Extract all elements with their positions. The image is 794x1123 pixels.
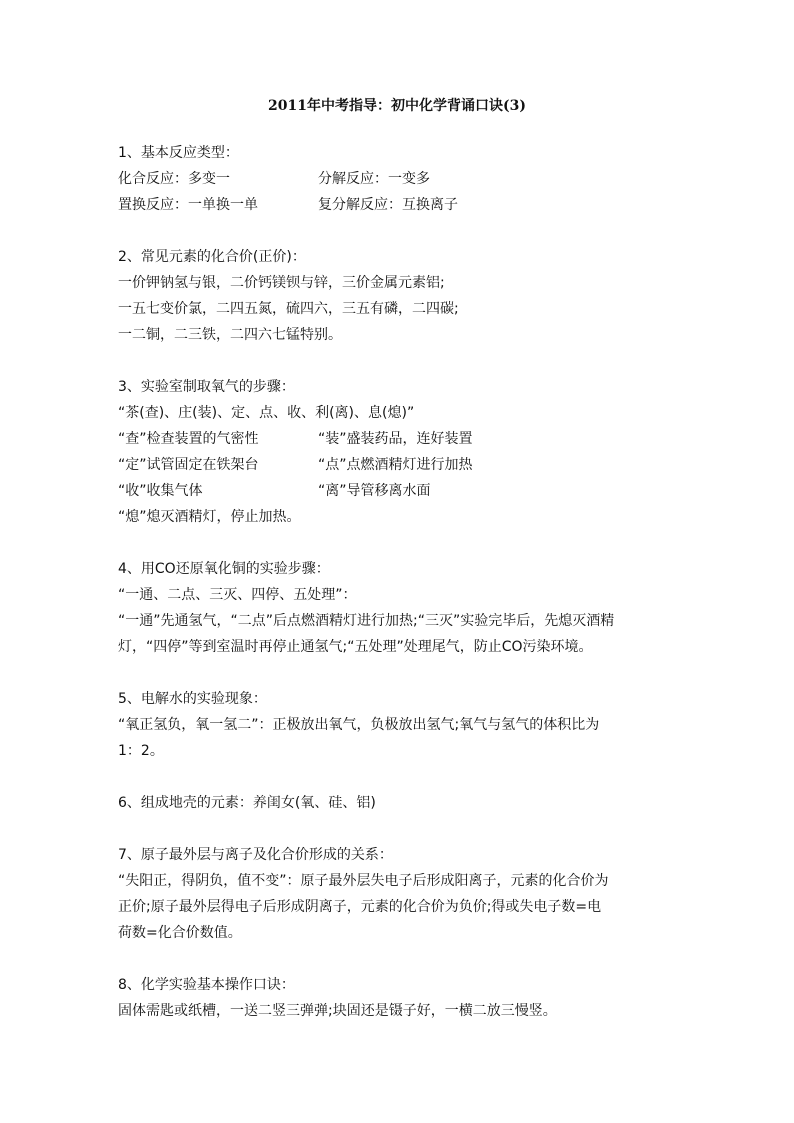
text-line: “茶(查)、庄(装)、定、点、收、利(离)、息(熄)”	[118, 405, 415, 421]
section-heading: 4、用CO还原氧化铜的实验步骤：	[118, 561, 330, 577]
text-line: 一价钾钠氢与银，二价钙镁钡与锌，三价金属元素铝;	[118, 275, 445, 291]
text-line: 1：2。	[118, 743, 164, 759]
section-heading: 2、常见元素的化合价(正价)：	[118, 249, 306, 265]
section-heading: 3、实验室制取氧气的步骤：	[118, 379, 295, 395]
step-item: “定”试管固定在铁架台	[118, 457, 259, 473]
section-heading: 8、化学实验基本操作口诀：	[118, 977, 295, 993]
step-item: “点”点燃酒精灯进行加热	[318, 457, 473, 473]
text-line	[118, 426, 678, 452]
text-line: “失阳正，得阴负，值不变”：原子最外层失电子后形成阳离子，元素的化合价为	[118, 873, 609, 889]
reaction-type: 置换反应：一单换一单	[118, 197, 258, 213]
reaction-type: 复分解反应：互换离子	[318, 197, 458, 213]
section-heading: 5、电解水的实验现象：	[118, 691, 267, 707]
text-line: “一通、二点、三灭、四停、五处理”：	[118, 587, 357, 603]
reaction-type: 分解反应：一变多	[318, 171, 430, 187]
step-item: “装”盛装药品，连好装置	[318, 431, 473, 447]
section-heading: 6、组成地壳的元素：养闺女(氧、硅、铝)	[118, 795, 376, 811]
text-line: 一二铜，二三铁，二四六七锰特别。	[118, 327, 342, 343]
text-line: “熄”熄灭酒精灯，停止加热。	[118, 509, 301, 525]
document-title: 2011年中考指导：初中化学背诵口诀(3)	[268, 98, 526, 114]
text-line: 固体需匙或纸槽，一送二竖三弹弹;块固还是镊子好，一横二放三慢竖。	[118, 1003, 557, 1019]
document-body	[118, 140, 678, 1024]
text-line: 荷数=化合价数值。	[118, 925, 242, 941]
text-line: 一五七变价氯，二四五氮，硫四六，三五有磷，二四碳;	[118, 301, 459, 317]
text-line: “氧正氢负，氧一氢二”：正极放出氧气，负极放出氢气;氧气与氢气的体积比为	[118, 717, 600, 733]
section-heading: 1、基本反应类型：	[118, 145, 239, 161]
section-heading: 7、原子最外层与离子及化合价形成的关系：	[118, 847, 393, 863]
step-item: “收”收集气体	[118, 483, 203, 499]
text-line	[118, 192, 678, 218]
step-item: “查”检查装置的气密性	[118, 431, 259, 447]
text-line	[118, 166, 678, 192]
text-line	[118, 478, 678, 504]
text-line	[118, 452, 678, 478]
text-line: 正价;原子最外层得电子后形成阴离子，元素的化合价为负价;得或失电子数=电	[118, 899, 602, 915]
text-line: “一通”先通氢气，“二点”后点燃酒精灯进行加热;“三灭”实验完毕后，先熄灭酒精	[118, 613, 615, 629]
text-line: 灯，“四停”等到室温时再停止通氢气;“五处理”处理尾气，防止CO污染环境。	[118, 639, 593, 655]
step-item: “离”导管移离水面	[318, 483, 431, 499]
reaction-type: 化合反应：多变一	[118, 171, 230, 187]
